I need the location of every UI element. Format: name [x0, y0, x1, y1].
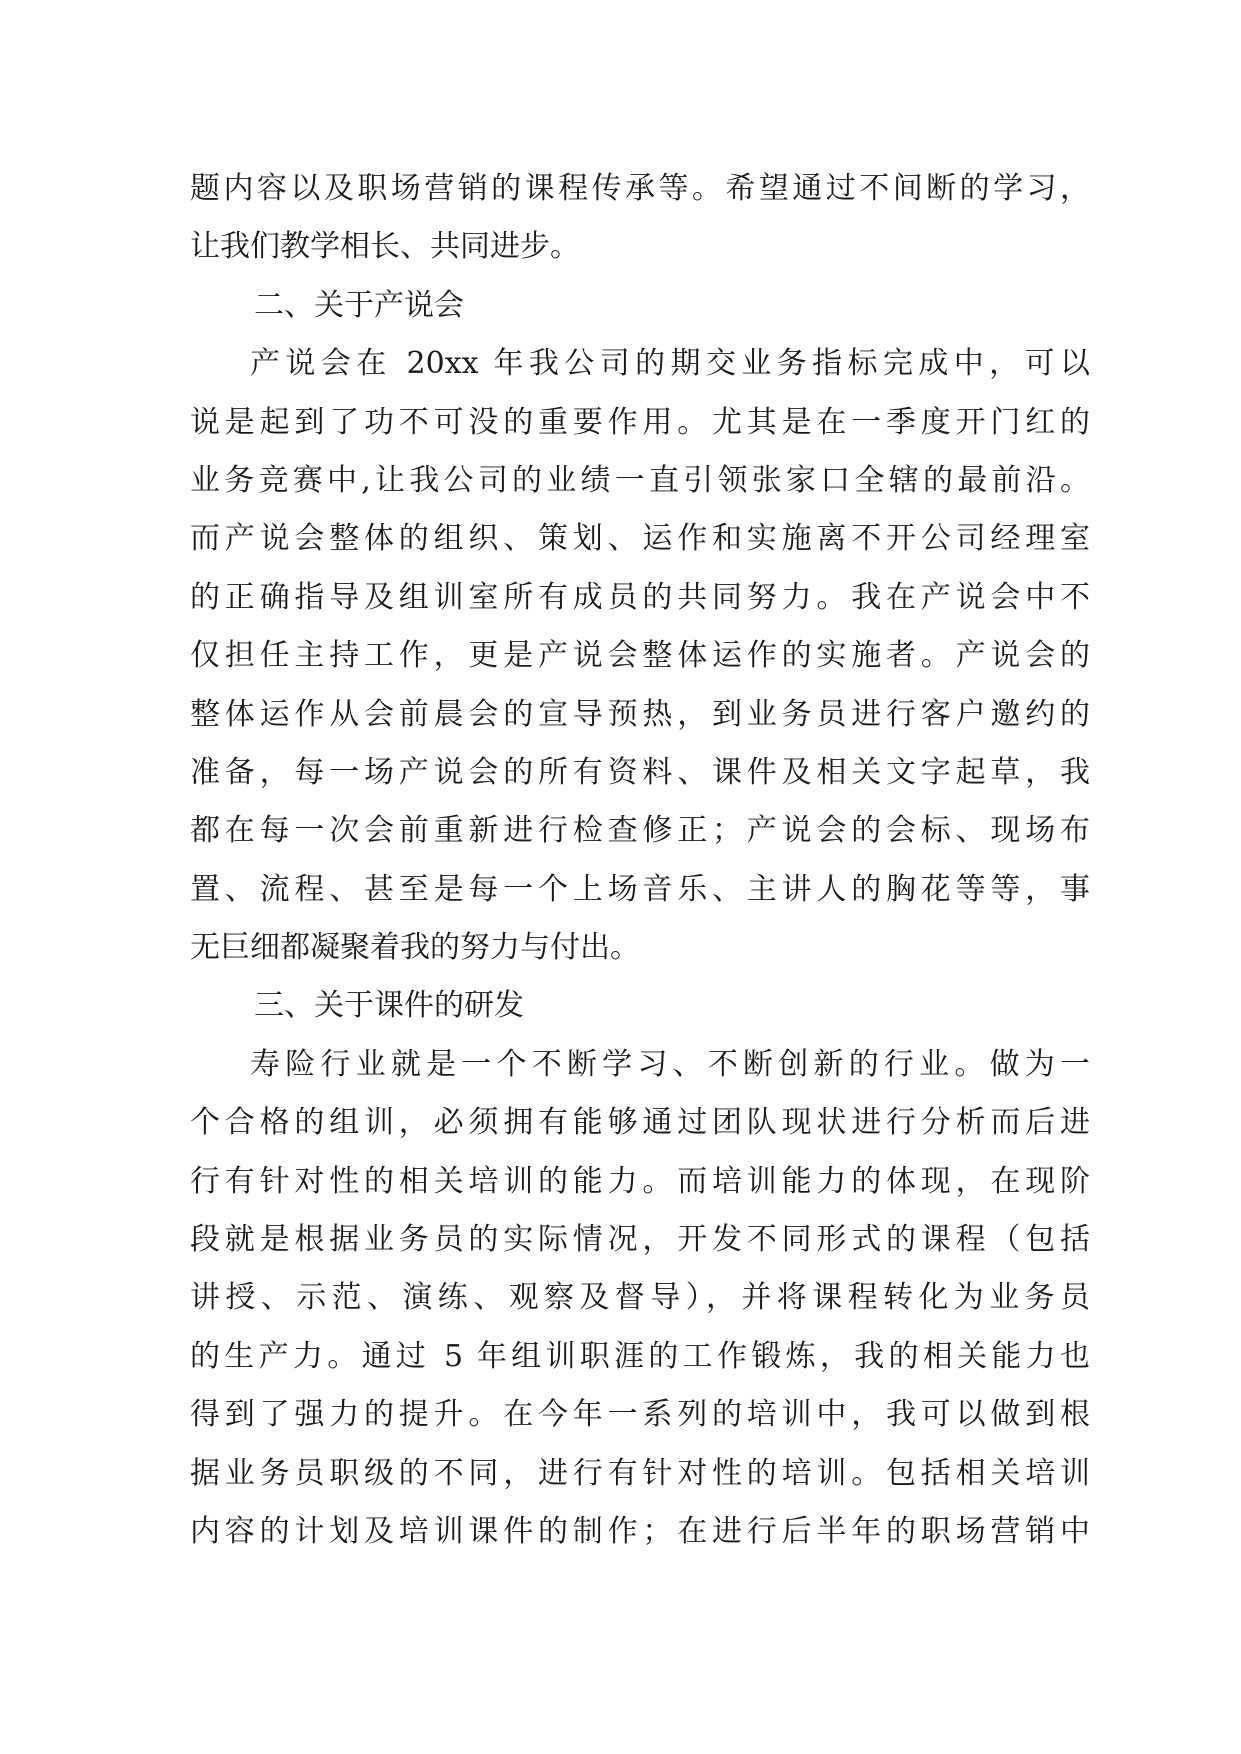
body-line: 内容的计划及培训课件的制作；在进行后半年的职场营销中	[190, 1513, 1090, 1549]
section-heading-3: 三、关于课件的研发	[254, 988, 524, 1024]
body-line: 题内容以及职场营销的课程传承等。希望通过不间断的学习，	[190, 171, 1090, 206]
body-line: 而产说会整体的组织、策划、运作和实施离不开公司经理室	[190, 521, 1090, 557]
body-line: 业务竞赛中,让我公司的业绩一直引领张家口全辖的最前沿。	[190, 462, 1090, 498]
paragraph-first-line: 产说会在 20xx 年我公司的期交业务指标完成中，可以	[250, 346, 1090, 382]
body-line: 说是起到了功不可没的重要作用。尤其是在一季度开门红的	[190, 404, 1090, 440]
body-line: 无巨细都凝聚着我的努力与付出。	[190, 930, 640, 966]
body-line: 的正确指导及组训室所有成员的共同努力。我在产说会中不	[190, 579, 1090, 615]
body-line: 讲授、示范、演练、观察及督导），并将课程转化为业务员	[190, 1280, 1090, 1316]
body-line: 的生产力。通过 5 年组训职涯的工作锻炼，我的相关能力也	[190, 1338, 1090, 1374]
body-line: 得到了强力的提升。在今年一系列的培训中，我可以做到根	[190, 1397, 1090, 1433]
body-line: 据业务员职级的不同，进行有针对性的培训。包括相关培训	[190, 1455, 1090, 1491]
section-heading-2: 二、关于产说会	[254, 287, 464, 323]
document-body	[190, 160, 1090, 1561]
body-line: 行有针对性的相关培训的能力。而培训能力的体现，在现阶	[190, 1163, 1090, 1199]
body-line: 都在每一次会前重新进行检查修正；产说会的会标、现场布	[190, 813, 1090, 849]
body-line: 仅担任主持工作，更是产说会整体运作的实施者。产说会的	[190, 638, 1090, 674]
body-line: 整体运作从会前晨会的宣导预热，到业务员进行客户邀约的	[190, 696, 1090, 732]
body-line: 置、流程、甚至是每一个上场音乐、主讲人的胸花等等，事	[190, 871, 1090, 907]
body-line: 准备，每一场产说会的所有资料、课件及相关文字起草，我	[190, 754, 1090, 790]
body-line: 段就是根据业务员的实际情况，开发不同形式的课程（包括	[190, 1222, 1090, 1258]
body-line: 让我们教学相长、共同进步。	[190, 229, 580, 265]
body-line: 个合格的组训，必须拥有能够通过团队现状进行分析而后进	[190, 1105, 1090, 1141]
paragraph-first-line: 寿险行业就是一个不断学习、不断创新的行业。做为一	[250, 1046, 1090, 1082]
